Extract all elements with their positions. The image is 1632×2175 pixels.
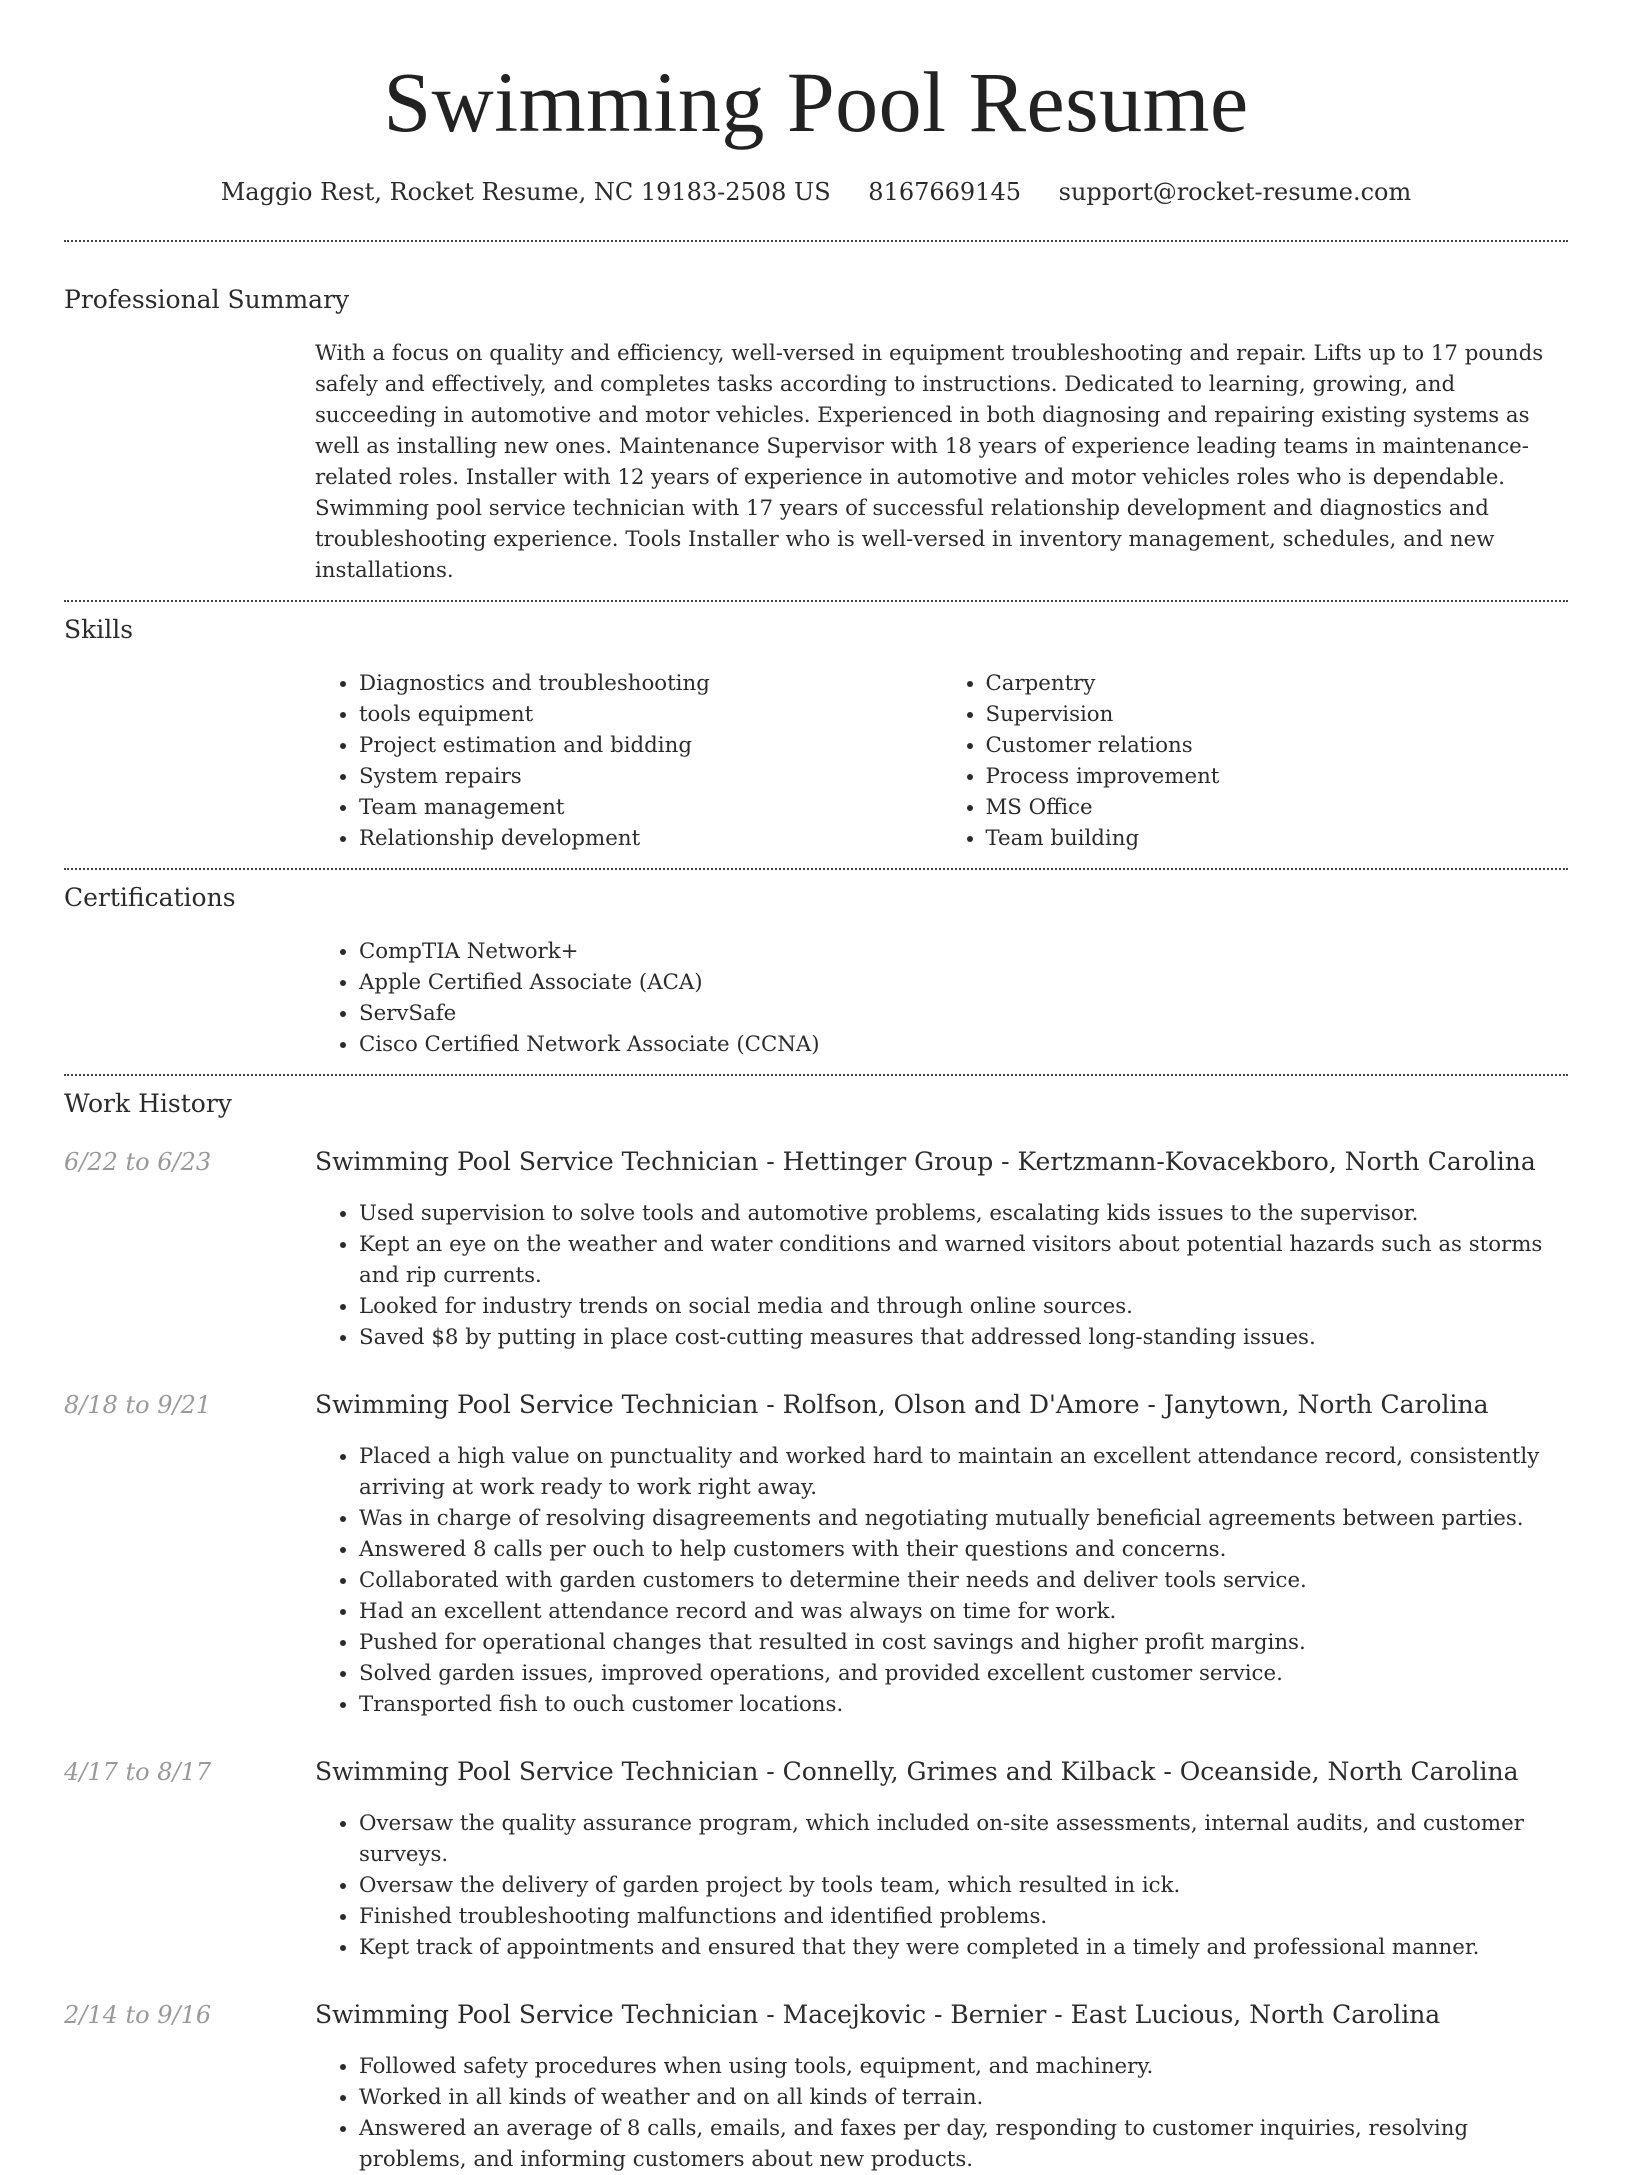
job-bullet: • Used supervision to solve tools and automotive problems, escalating kids issues to the supervisor. (359, 1198, 1568, 1229)
job-bullet: • Looked for industry trends on social media and through online sources. (359, 1291, 1568, 1322)
summary-title: Professional Summary (64, 285, 350, 314)
skills-section (64, 602, 1568, 854)
job-bullet: • Worked in all kinds of weather and on all kinds of terrain. (359, 2082, 1568, 2113)
work-section (64, 1076, 1568, 2175)
job-bullets (315, 2051, 1568, 2175)
job-bullet: • Kept an eye on the weather and water conditions and warned visitors about potential hazards such as storms and rip currents. (359, 1229, 1568, 1291)
skill-item: • Process improvement (986, 761, 1569, 792)
job-entry (64, 1389, 1568, 1720)
resume-name: Swimming Pool Resume (383, 54, 1249, 150)
contact-line (64, 176, 1568, 208)
skill-item: • Team management (359, 792, 942, 823)
contact-phone: 8167669145 (868, 178, 1021, 206)
job-dates: 2/14 to 9/16 (64, 2001, 212, 2029)
summary-text: With a focus on quality and efficiency, well-versed in equipment troubleshooting and repair. Lifts up to 17 pounds safely and effectively, and completes tasks according to instructions. Dedicated to learning, growing, and succeeding in automotive and motor vehicles. Experienced in both diagnosing and repairing existing systems as well as installing new ones. Maintenance Supervisor with 18 years of experience leading teams in maintenance-related roles. Installer with 12 years of experience in automotive and motor vehicles roles who is dependable. Swimming pool service technician with 17 years of successful relationship development and diagnostics and troubleshooting experience. Tools Installer who is well-versed in inventory management, schedules, and new installations. (315, 341, 1544, 583)
job-bullet: • Collaborated with garden customers to determine their needs and deliver tools service. (359, 1565, 1568, 1596)
job-bullet: • Oversaw the delivery of garden project by tools team, which resulted in ick. (359, 1870, 1568, 1901)
job-bullet: • Kept track of appointments and ensured that they were completed in a timely and professional manner. (359, 1932, 1568, 1963)
certification-item: • Apple Certified Associate (ACA) (359, 967, 1568, 998)
job-bullets (315, 1441, 1568, 1720)
skills-title: Skills (64, 615, 134, 644)
skills-list-right (942, 668, 1569, 854)
job-entry (64, 1146, 1568, 1353)
job-bullet: • Finished troubleshooting malfunctions and identified problems. (359, 1901, 1568, 1932)
certifications-list (315, 936, 1568, 1060)
skill-item: • Customer relations (986, 730, 1569, 761)
job-bullet: • Was in charge of resolving disagreements and negotiating mutually beneficial agreements between parties. (359, 1503, 1568, 1534)
certification-item: • ServSafe (359, 998, 1568, 1029)
certification-item: • CompTIA Network+ (359, 936, 1568, 967)
job-bullet: • Placed a high value on punctuality and worked hard to maintain an excellent attendance record, consistently arriving at work ready to work right away. (359, 1441, 1568, 1503)
job-title: Swimming Pool Service Technician - Connelly, Grimes and Kilback - Oceanside, North Carolina (315, 1757, 1519, 1786)
job-bullets (315, 1198, 1568, 1353)
skill-item: • Project estimation and bidding (359, 730, 942, 761)
job-bullet: • Pushed for operational changes that resulted in cost savings and higher profit margins. (359, 1627, 1568, 1658)
skill-item: • Diagnostics and troubleshooting (359, 668, 942, 699)
job-bullet: • Saved $8 by putting in place cost-cutting measures that addressed long-standing issues. (359, 1322, 1568, 1353)
job-title: Swimming Pool Service Technician - Rolfson, Olson and D'Amore - Janytown, North Carolina (315, 1390, 1489, 1419)
job-dates: 8/18 to 9/21 (64, 1391, 212, 1419)
job-bullet: • Transported fish to ouch customer locations. (359, 1689, 1568, 1720)
summary-section (64, 242, 1568, 586)
job-title: Swimming Pool Service Technician - Macejkovic - Bernier - East Lucious, North Carolina (315, 2000, 1441, 2029)
skill-item: • tools equipment (359, 699, 942, 730)
skill-item: • Carpentry (986, 668, 1569, 699)
skill-item: • System repairs (359, 761, 942, 792)
job-bullet: • Followed safety procedures when using tools, equipment, and machinery. (359, 2051, 1568, 2082)
job-dates: 6/22 to 6/23 (64, 1148, 212, 1176)
job-title: Swimming Pool Service Technician - Hettinger Group - Kertzmann-Kovacekboro, North Carolina (315, 1147, 1536, 1176)
certification-item: • Cisco Certified Network Associate (CCNA) (359, 1029, 1568, 1060)
job-bullet: • Oversaw the quality assurance program, which included on-site assessments, internal audits, and customer surveys. (359, 1808, 1568, 1870)
work-title: Work History (64, 1089, 232, 1118)
job-bullet: • Solved garden issues, improved operations, and provided excellent customer service. (359, 1658, 1568, 1689)
job-dates: 4/17 to 8/17 (64, 1758, 212, 1786)
job-entry (64, 1756, 1568, 1963)
skill-item: • Relationship development (359, 823, 942, 854)
skill-item: • MS Office (986, 792, 1569, 823)
contact-address: Maggio Rest, Rocket Resume, NC 19183-2508 US (220, 178, 831, 206)
job-bullet: • Had an excellent attendance record and was always on time for work. (359, 1596, 1568, 1627)
job-bullets (315, 1808, 1568, 1963)
certifications-title: Certifications (64, 883, 236, 912)
skill-item: • Supervision (986, 699, 1569, 730)
job-bullet: • Answered an average of 8 calls, emails, and faxes per day, responding to customer inquiries, resolving problems, and informing customers about new products. (359, 2113, 1568, 2175)
job-bullet: • Answered 8 calls per ouch to help customers with their questions and concerns. (359, 1534, 1568, 1565)
job-entry (64, 1999, 1568, 2175)
certifications-section (64, 870, 1568, 1060)
skill-item: • Team building (986, 823, 1569, 854)
skills-list-left (315, 668, 942, 854)
contact-email: support@rocket-resume.com (1058, 178, 1412, 206)
